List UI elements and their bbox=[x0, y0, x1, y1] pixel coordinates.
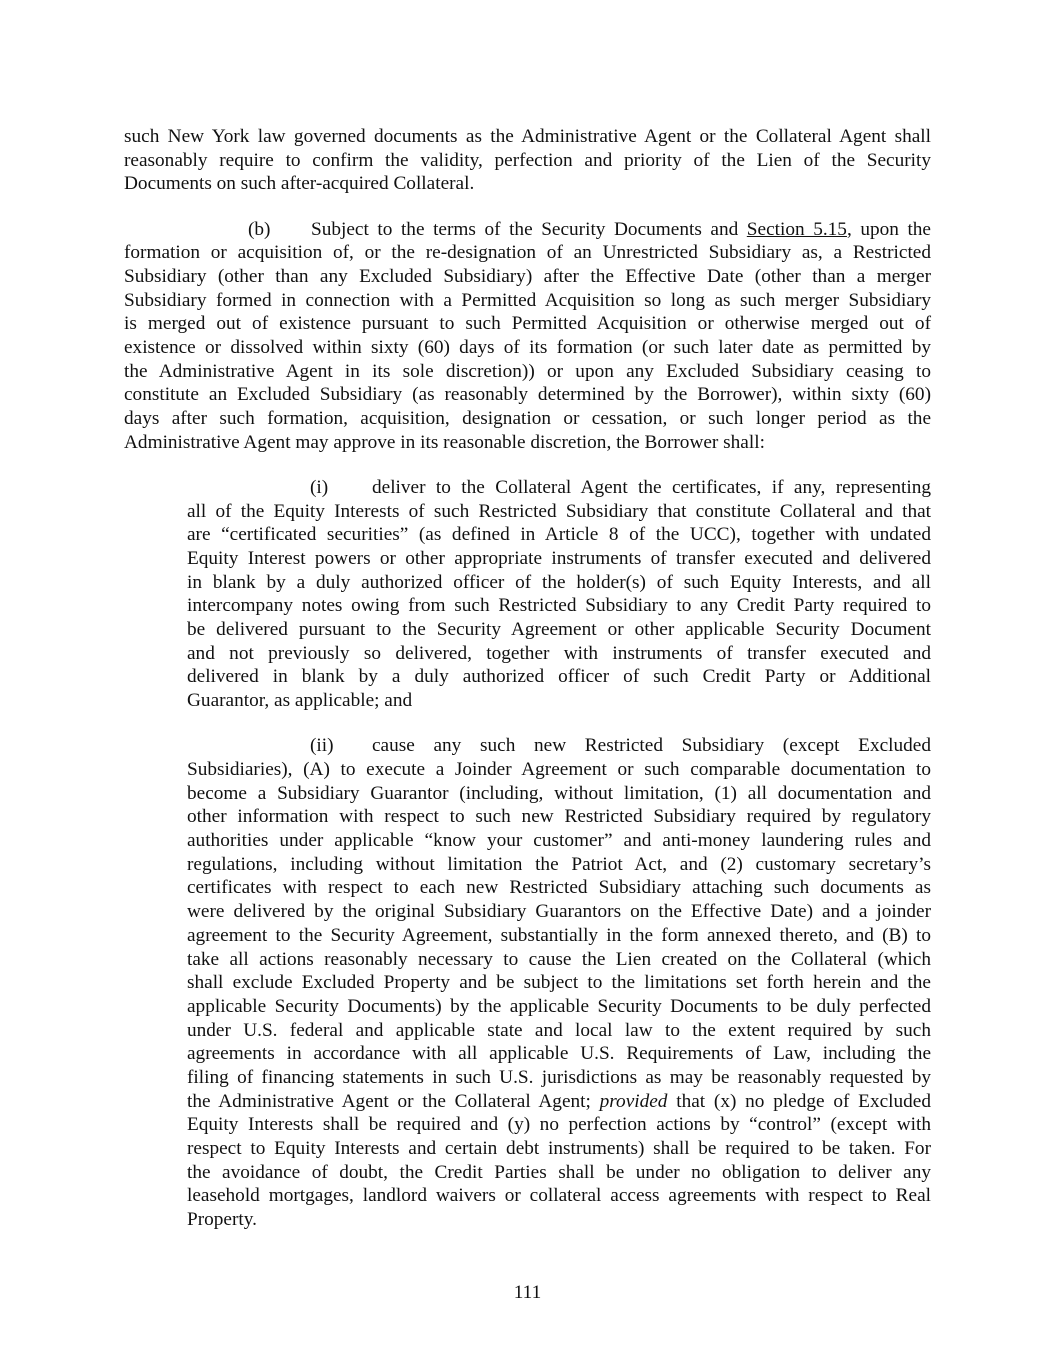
text-line: Subsidiary (other than any Excluded Subsidiary) after the Effective Date (other than a merger bbox=[124, 265, 931, 287]
paragraph-ii bbox=[187, 734, 931, 1231]
proviso-line bbox=[187, 1090, 931, 1114]
paragraph-i bbox=[187, 476, 931, 713]
text-line: delivered in blank by a duly authorized officer of such Credit Party or Additional bbox=[187, 666, 931, 688]
text-line: Subsidiary formed in connection with a Permitted Acquisition so long as such merger Subsidiary bbox=[124, 289, 931, 311]
text-line: such New York law governed documents as the Administrative Agent or the Collateral Agent shall bbox=[124, 126, 931, 147]
text-line: Subsidiaries), (A) to execute a Joinder Agreement or such comparable documentation to bbox=[187, 759, 931, 780]
text-line: authorities under applicable “know your customer” and anti-money laundering rules and bbox=[187, 830, 931, 852]
section-reference-link[interactable]: Section 5.15 bbox=[746, 218, 847, 240]
text: Subject to the terms of the Security Documents and bbox=[311, 218, 747, 240]
text: cause any such new Restricted Subsidiary (except Excluded bbox=[372, 735, 931, 757]
paragraph-a bbox=[124, 125, 931, 196]
text-line: agreements in accordance with all applicable U.S. Requirements of Law, including the bbox=[187, 1043, 931, 1065]
text-line: all of the Equity Interests of such Restricted Subsidiary that constitute Collateral and that bbox=[187, 500, 931, 522]
text-line: Equity Interest powers or other appropriate instruments of transfer executed and delivered bbox=[187, 548, 931, 569]
text-line: Equity Interests shall be required and (y) no perfection actions by “control” (except with bbox=[187, 1114, 931, 1136]
text: the Administrative Agent or the Collateral Agent; bbox=[187, 1090, 600, 1112]
text-line: constitute an Excluded Subsidiary (as reasonably determined by the Borrower), within sixty (60) bbox=[124, 384, 931, 406]
text-line: leasehold mortgages, landlord waivers or collateral access agreements with respect to Real bbox=[187, 1185, 931, 1207]
text-line: and not previously so delivered, together with instruments of transfer executed and bbox=[187, 642, 931, 664]
text-line: respect to Equity Interests and certain debt instruments) shall be required to be taken. For bbox=[187, 1138, 931, 1159]
text-line: agreement to the Security Agreement, substantially in the form annexed thereto, and (B) to bbox=[187, 924, 931, 946]
text-line: certificates with respect to each new Restricted Subsidiary attaching such documents as bbox=[187, 877, 931, 899]
text-line: applicable Security Documents) by the applicable Security Documents to be duly perfected bbox=[187, 995, 931, 1017]
text-line: shall exclude Excluded Property and be subject to the limitations set forth herein and the bbox=[187, 972, 931, 994]
text-line: become a Subsidiary Guarantor (including, without limitation, (1) all documentation and bbox=[187, 782, 931, 804]
text-line: Guarantor, as applicable; and bbox=[187, 690, 413, 712]
text-line: be delivered pursuant to the Security Agreement or other applicable Security Document bbox=[187, 619, 931, 641]
text: deliver to the Collateral Agent the certificates, if any, representing bbox=[372, 476, 931, 498]
text: that (x) no pledge of Excluded bbox=[667, 1090, 931, 1112]
text-line: is merged out of existence pursuant to such Permitted Acquisition or otherwise merged out of bbox=[124, 313, 931, 335]
paragraph-b-first-line bbox=[124, 218, 931, 242]
text-line: take all actions reasonably necessary to cause the Lien created on the Collateral (which bbox=[187, 948, 931, 970]
text-line: the avoidance of doubt, the Credit Parties shall be under no obligation to deliver any bbox=[187, 1161, 931, 1183]
text-line: intercompany notes owing from such Restricted Subsidiary to any Credit Party required to bbox=[187, 595, 931, 617]
text-line: in blank by a duly authorized officer of the holder(s) of such Equity Interests, and all bbox=[187, 571, 931, 593]
text-line: were delivered by the original Subsidiary Guarantors on the Effective Date) and a joinder bbox=[187, 901, 931, 923]
text-line: formation or acquisition of, or the re-designation of an Unrestricted Subsidiary as, a Restricted bbox=[124, 242, 931, 264]
paragraph-marker: (b) bbox=[248, 218, 271, 240]
paragraph-i-first-line bbox=[187, 476, 931, 500]
text-line: the Administrative Agent in its sole discretion)) or upon any Excluded Subsidiary ceasing to bbox=[124, 360, 931, 382]
text-line: Documents on such after-acquired Collateral. bbox=[124, 173, 475, 195]
text-line: Property. bbox=[187, 1209, 257, 1231]
italic-term: provided bbox=[599, 1090, 668, 1112]
text-line: Administrative Agent may approve in its reasonable discretion, the Borrower shall: bbox=[124, 431, 765, 453]
paragraph-marker: (i) bbox=[310, 476, 329, 498]
document-page bbox=[124, 125, 931, 1253]
text-line: reasonably require to confirm the validity, perfection and priority of the Lien of the Security bbox=[124, 149, 931, 171]
text-line: existence or dissolved within sixty (60) days of its formation (or such later date as permitted by bbox=[124, 337, 931, 358]
text-line: under U.S. federal and applicable state and local law to the extent required by such bbox=[187, 1019, 931, 1041]
text-line: filing of financing statements in such U.S. jurisdictions as may be reasonably requested by bbox=[187, 1066, 931, 1088]
text: , upon the bbox=[846, 218, 931, 240]
paragraph-ii-first-line bbox=[187, 734, 931, 758]
text-line: regulations, including without limitation the Patriot Act, and (2) customary secretary’s bbox=[187, 853, 931, 875]
paragraph-marker: (ii) bbox=[310, 735, 334, 757]
text-line: other information with respect to such new Restricted Subsidiary required by regulatory bbox=[187, 806, 931, 828]
paragraph-b bbox=[124, 218, 931, 455]
text-line: are “certificated securities” (as defined in Article 8 of the UCC), together with undated bbox=[187, 524, 931, 546]
text-line: days after such formation, acquisition, designation or cessation, or such longer period as the bbox=[124, 408, 931, 430]
page-number: 111 bbox=[513, 1282, 542, 1303]
